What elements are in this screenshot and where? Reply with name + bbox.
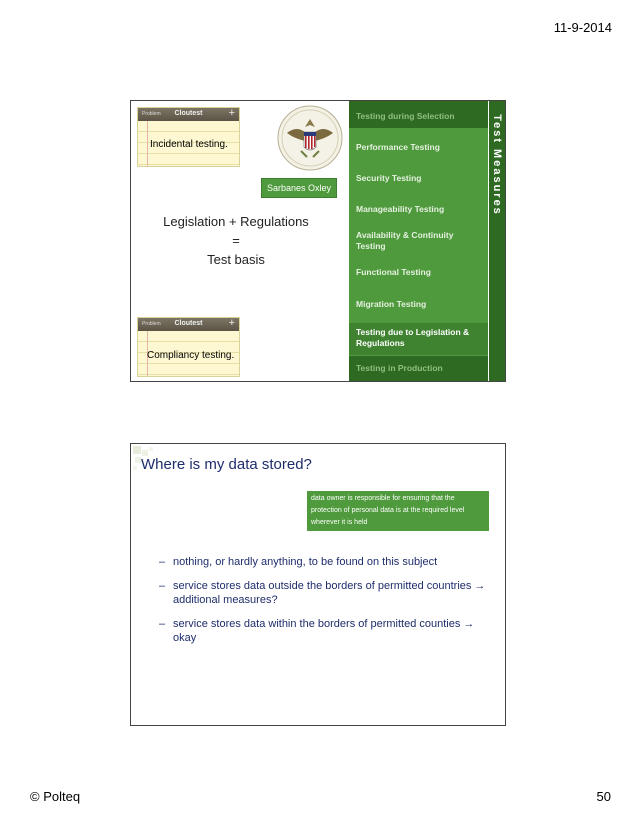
formula-text [141,212,331,269]
menu-item-security: Security Testing [356,173,422,183]
test-measures-menu [349,101,488,381]
menu-item-functional: Functional Testing [356,267,431,277]
bullet-text: service stores data outside the borders of permitted countries → additional measures? [173,580,486,606]
slide-title: Where is my data stored? [141,456,312,473]
bullet-text: nothing, or hardly anything, to be found on this subject [173,556,438,568]
slide-data-storage [130,443,506,726]
list-item [159,617,499,645]
menu-item-legislation: Testing due to Legislation & Regulations [356,327,470,348]
callout-box: data owner is responsible for ensuring that the protection of personal data is at the required level wherever it is held [307,491,489,531]
menu-item-manageability: Manageability Testing [356,204,445,214]
header-date: 11-9-2014 [553,20,612,35]
note-title: Cloutest [174,110,203,117]
menu-item-migration: Migration Testing [356,299,427,309]
formula-line-1: Legislation + Regulations [163,214,309,229]
plus-icon: + [228,317,235,329]
us-great-seal-icon [277,105,343,171]
footer-copyright: © Polteq [30,789,81,804]
list-item [159,555,499,569]
list-item [159,579,499,607]
vertical-section-label [489,101,505,381]
sarbanes-oxley-label: Sarbanes Oxley [261,178,337,198]
sticky-note-compliancy [137,317,240,377]
bullet-marker: – [159,556,166,568]
menu-item-availability: Availability & Continuity Testing [356,230,454,251]
formula-line-2: = [232,233,240,248]
menu-item-selection: Testing during Selection [356,111,455,121]
footer-page-number: 50 [596,789,611,804]
menu-item-production: Testing in Production [356,363,443,373]
sticky-note-incidental [137,107,240,167]
note-title-bar [138,318,239,331]
note-text: Incidental testing. [150,139,228,150]
note-text: Compliancy testing. [147,350,235,361]
note-title: Cloutest [174,320,203,327]
slide-test-measures [130,100,506,382]
formula-line-3: Test basis [207,252,265,267]
plus-icon: + [228,107,235,119]
note-small-label: Problem [142,321,161,327]
note-small-label: Problem [142,111,161,117]
bullet-list [159,555,499,655]
test-measures-label: Test Measures [491,114,503,216]
bullet-text: service stores data within the borders of permitted counties → okay [173,618,475,644]
bullet-marker: – [159,580,166,592]
note-title-bar [138,108,239,121]
menu-item-performance: Performance Testing [356,142,440,152]
bullet-marker: – [159,618,166,630]
